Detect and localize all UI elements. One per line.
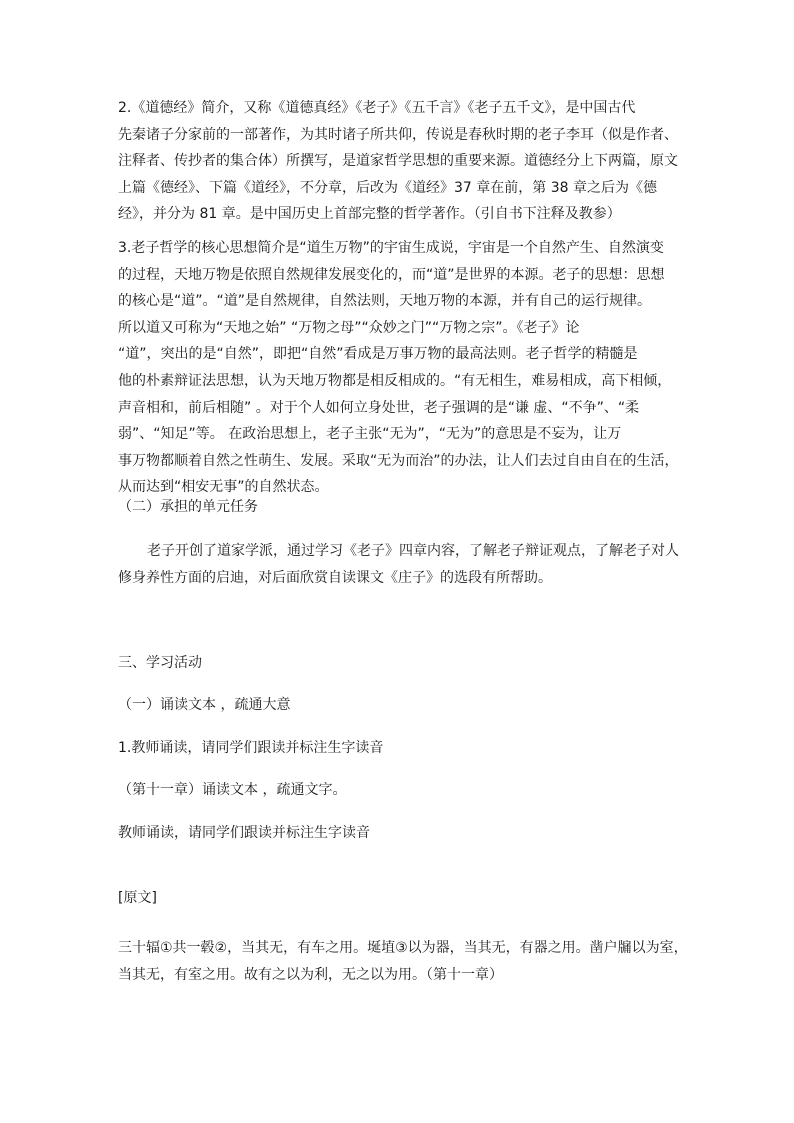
text-line: 注释者、传抄者的集合体）所撰写，是道家哲学思想的重要来源。道德经分上下两篇，原文 xyxy=(118,153,678,170)
text-line: 经》，并分为 81 章。是中国历史上首部完整的哲学著作。（引自书下注释及教参） xyxy=(118,206,621,223)
text-line: 弱”、“知足”等。 在政治思想上，老子主张“无为”，“无为”的意思是不妄为，让万 xyxy=(118,426,622,443)
teacher-reading-item: 1.教师诵读，请同学们跟读并标注生字读音 xyxy=(118,740,384,756)
text-line: 先秦诸子分家前的一部著作，为其时诸子所共仰，传说是春秋时期的老子李耳（似是作者、 xyxy=(118,126,678,143)
text-line: 事万物都顺着自然之性萌生、发展。采取“无为而治”的办法，让人们去过自由自在的生活， xyxy=(118,452,679,469)
text-line: 他的朴素辩证法思想，认为天地万物都是相反相成的。“有无相生，难易相成，高下相倾， xyxy=(118,372,672,389)
chapter-eleven-heading: （第十一章）诵读文本 ，疏通文字。 xyxy=(118,782,347,798)
text-line: 当其无，有室之用。故有之以为利，无之以为用。（第十一章） xyxy=(118,966,503,983)
learning-activities-heading: 三、学习活动 xyxy=(118,655,202,671)
teacher-reading-item-2: 教师诵读，请同学们跟读并标注生字读音 xyxy=(118,825,370,841)
text-line: 从而达到“相安无事”的自然状态。 xyxy=(118,479,329,496)
text-line: 2.《道德经》简介，又称《道德真经》《老子》《五千言》《老子五千文》，是中国古代 xyxy=(118,100,636,116)
original-text-paragraph xyxy=(118,935,688,988)
original-text-label: [原文] xyxy=(118,890,157,906)
laozi-philosophy-paragraph xyxy=(118,235,688,501)
unit-task-heading: （二）承担的单元任务 xyxy=(118,499,258,515)
text-line: 修身养性方面的启迪，对后面欣赏自读课文《庄子》的选段有所帮助。 xyxy=(118,569,552,586)
text-line: “道”，突出的是“自然”，即把“自然”看成是万事万物的最高法则。老子哲学的精髓是 xyxy=(118,346,638,363)
text-line: 3.老子哲学的核心思想简介是“道生万物”的宇宙生成说，宇宙是一个自然产生、自然演变 xyxy=(118,240,664,256)
text-line: 老子开创了道家学派，通过学习《老子》四章内容，了解老子辩证观点，了解老子对人 xyxy=(147,543,679,559)
text-line: 声音相和，前后相随” 。对于个人如何立身处世，老子强调的是“谦 虚、“不争”、“柔 xyxy=(118,399,640,416)
recite-text-heading: （一）诵读文本 ，疏通大意 xyxy=(118,697,291,713)
text-line: 三十辐①共一毂②，当其无，有车之用。埏埴③以为器，当其无，有器之用。凿户牖以为室， xyxy=(118,940,688,956)
text-line: 所以道又可称为“天地之始” “万物之母”“众妙之门”“万物之宗”。《老子》论 xyxy=(118,319,580,336)
text-line: 的过程，天地万物是依照自然规律发展变化的，而“道”是世界的本源。老子的思想：思想 xyxy=(118,266,665,283)
daodejing-intro-paragraph xyxy=(118,95,688,228)
text-line: 上篇《德经》、下篇《道经》，不分章，后改为《道经》37 章在前，第 38 章之后为《德 xyxy=(118,179,657,196)
unit-task-paragraph xyxy=(118,538,688,591)
text-line: 的核心是“道”。“道”是自然规律，自然法则，天地万物的本源，并有自己的运行规律。 xyxy=(118,293,652,310)
